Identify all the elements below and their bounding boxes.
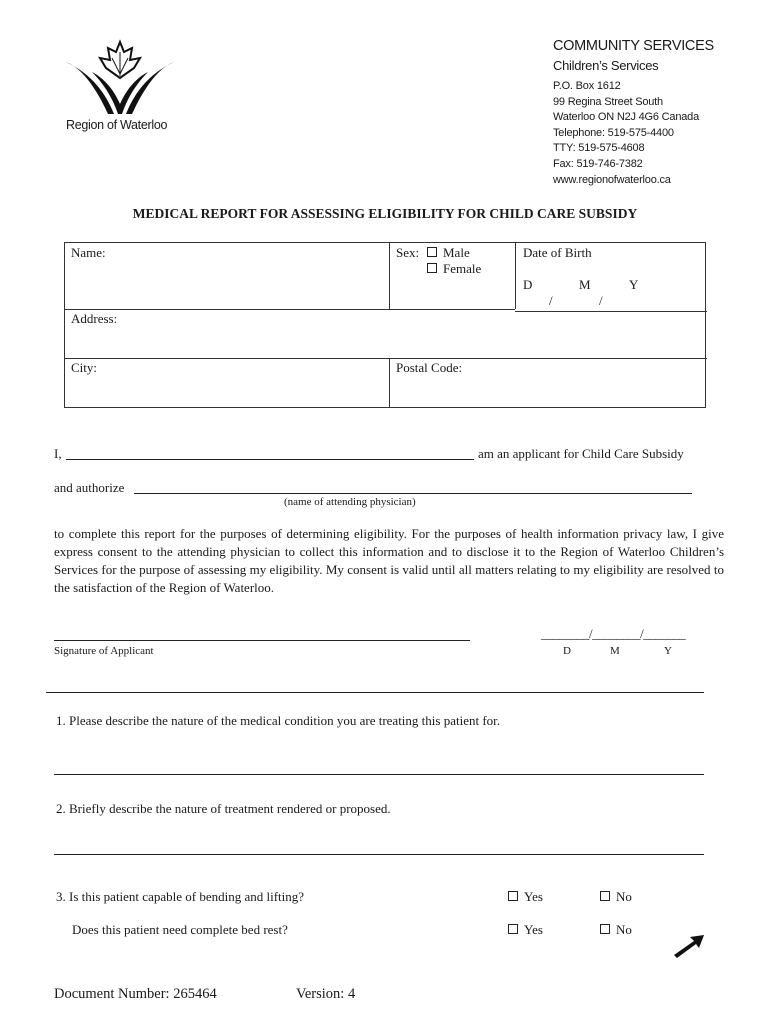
dob-month-label: M: [579, 277, 591, 292]
postal-code-label: Postal Code:: [396, 360, 463, 375]
address-line: P.O. Box 1612: [553, 80, 621, 92]
applicant-info-table: [64, 242, 706, 408]
q3b-no-checkbox[interactable]: [600, 924, 610, 934]
divider: [65, 358, 707, 359]
divider: [515, 243, 516, 309]
dob-label: Date of Birth: [523, 245, 592, 260]
q3b-no-option[interactable]: [600, 922, 632, 938]
next-page-arrow-icon[interactable]: [672, 932, 706, 960]
physician-name-line[interactable]: [134, 493, 692, 494]
divider: [389, 243, 390, 309]
website: www.regionofwaterloo.ca: [553, 173, 671, 186]
male-label: Male: [443, 245, 470, 260]
question-1: 1. Please describe the nature of the medical condition you are treating this patient for.: [56, 713, 501, 728]
address-label: Address:: [71, 311, 118, 326]
question-2: 2. Briefly describe the nature of treatment rendered or proposed.: [56, 801, 391, 816]
divider: [389, 358, 390, 408]
applicant-statement: am an applicant for Child Care Subsidy: [478, 446, 684, 461]
date-year-label: Y: [664, 645, 672, 657]
section-divider: [46, 692, 704, 693]
i-prefix: I,: [54, 446, 62, 461]
q3-yes-checkbox[interactable]: [508, 891, 518, 901]
tty: TTY: 519-575-4608: [553, 142, 645, 155]
male-checkbox[interactable]: [427, 247, 437, 257]
yes-label: Yes: [524, 889, 543, 904]
male-option[interactable]: [427, 245, 470, 261]
document-number: Document Number: 265464: [54, 986, 217, 1002]
no-label: No: [616, 922, 632, 937]
address-line: Waterloo ON N2J 4G6 Canada: [553, 111, 700, 124]
signature-line[interactable]: [54, 640, 470, 641]
date-day-label: D: [563, 645, 571, 657]
region-of-waterloo-logo: [62, 38, 178, 118]
dob-day-label: D: [523, 277, 533, 292]
answer-2-line[interactable]: [54, 854, 704, 855]
dob-year-label: Y: [629, 277, 639, 292]
q3b-yes-checkbox[interactable]: [508, 924, 518, 934]
question-3: 3. Is this patient capable of bending and lifting?: [56, 889, 305, 904]
answer-1-line[interactable]: [54, 774, 704, 775]
dob-slash: /: [549, 293, 553, 308]
female-label: Female: [443, 261, 482, 276]
physician-caption: (name of attending physician): [284, 496, 416, 508]
authorize-label: and authorize: [54, 480, 125, 495]
contact-block: [553, 36, 714, 188]
version: Version: 4: [296, 986, 356, 1002]
dob-slash: /: [599, 293, 603, 308]
telephone: Telephone: 519-575-4400: [553, 126, 674, 139]
signature-label: Signature of Applicant: [54, 645, 154, 657]
postal-code-field[interactable]: [485, 361, 699, 403]
city-label: City:: [71, 360, 98, 375]
q3b-yes-option[interactable]: [508, 922, 543, 938]
consent-paragraph: to complete this report for the purposes of determining eligibility. For the purposes of health information privacy law, I give express consent to the attending physician to collect this information and to disclose it to the Region of Waterloo Children’s Services for the purpose of assessing my eligibility. My consent is valid until all matters relating to my eligibility are resolved to the satisfaction of the Region of Waterloo.: [54, 526, 724, 595]
org-name: Region of Waterloo: [66, 118, 168, 132]
address-field[interactable]: [135, 313, 695, 353]
sex-label: Sex:: [396, 245, 420, 260]
city-field[interactable]: [115, 361, 383, 403]
dept-title: COMMUNITY SERVICES: [553, 38, 714, 54]
date-month-label: M: [610, 645, 620, 657]
no-label: No: [616, 889, 632, 904]
q3-no-option[interactable]: [600, 889, 632, 905]
female-checkbox[interactable]: [427, 263, 437, 273]
yes-label: Yes: [524, 922, 543, 937]
address-line: 99 Regina Street South: [553, 95, 663, 108]
document-title: MEDICAL REPORT FOR ASSESSING ELIGIBILITY FOR CHILD CARE SUBSIDY: [132, 206, 638, 221]
q3-no-checkbox[interactable]: [600, 891, 610, 901]
signature-date-field[interactable]: ________/________/_______: [541, 626, 686, 641]
divider: [65, 309, 515, 310]
dept-subtitle: Children’s Services: [553, 58, 659, 73]
q3-yes-option[interactable]: [508, 889, 543, 905]
divider: [515, 311, 707, 312]
name-label: Name:: [71, 245, 106, 260]
question-3b: Does this patient need complete bed rest?: [72, 922, 288, 937]
applicant-name-line[interactable]: [66, 459, 474, 460]
female-option[interactable]: [427, 261, 481, 277]
fax: Fax: 519-746-7382: [553, 157, 643, 170]
name-field[interactable]: [135, 245, 385, 305]
